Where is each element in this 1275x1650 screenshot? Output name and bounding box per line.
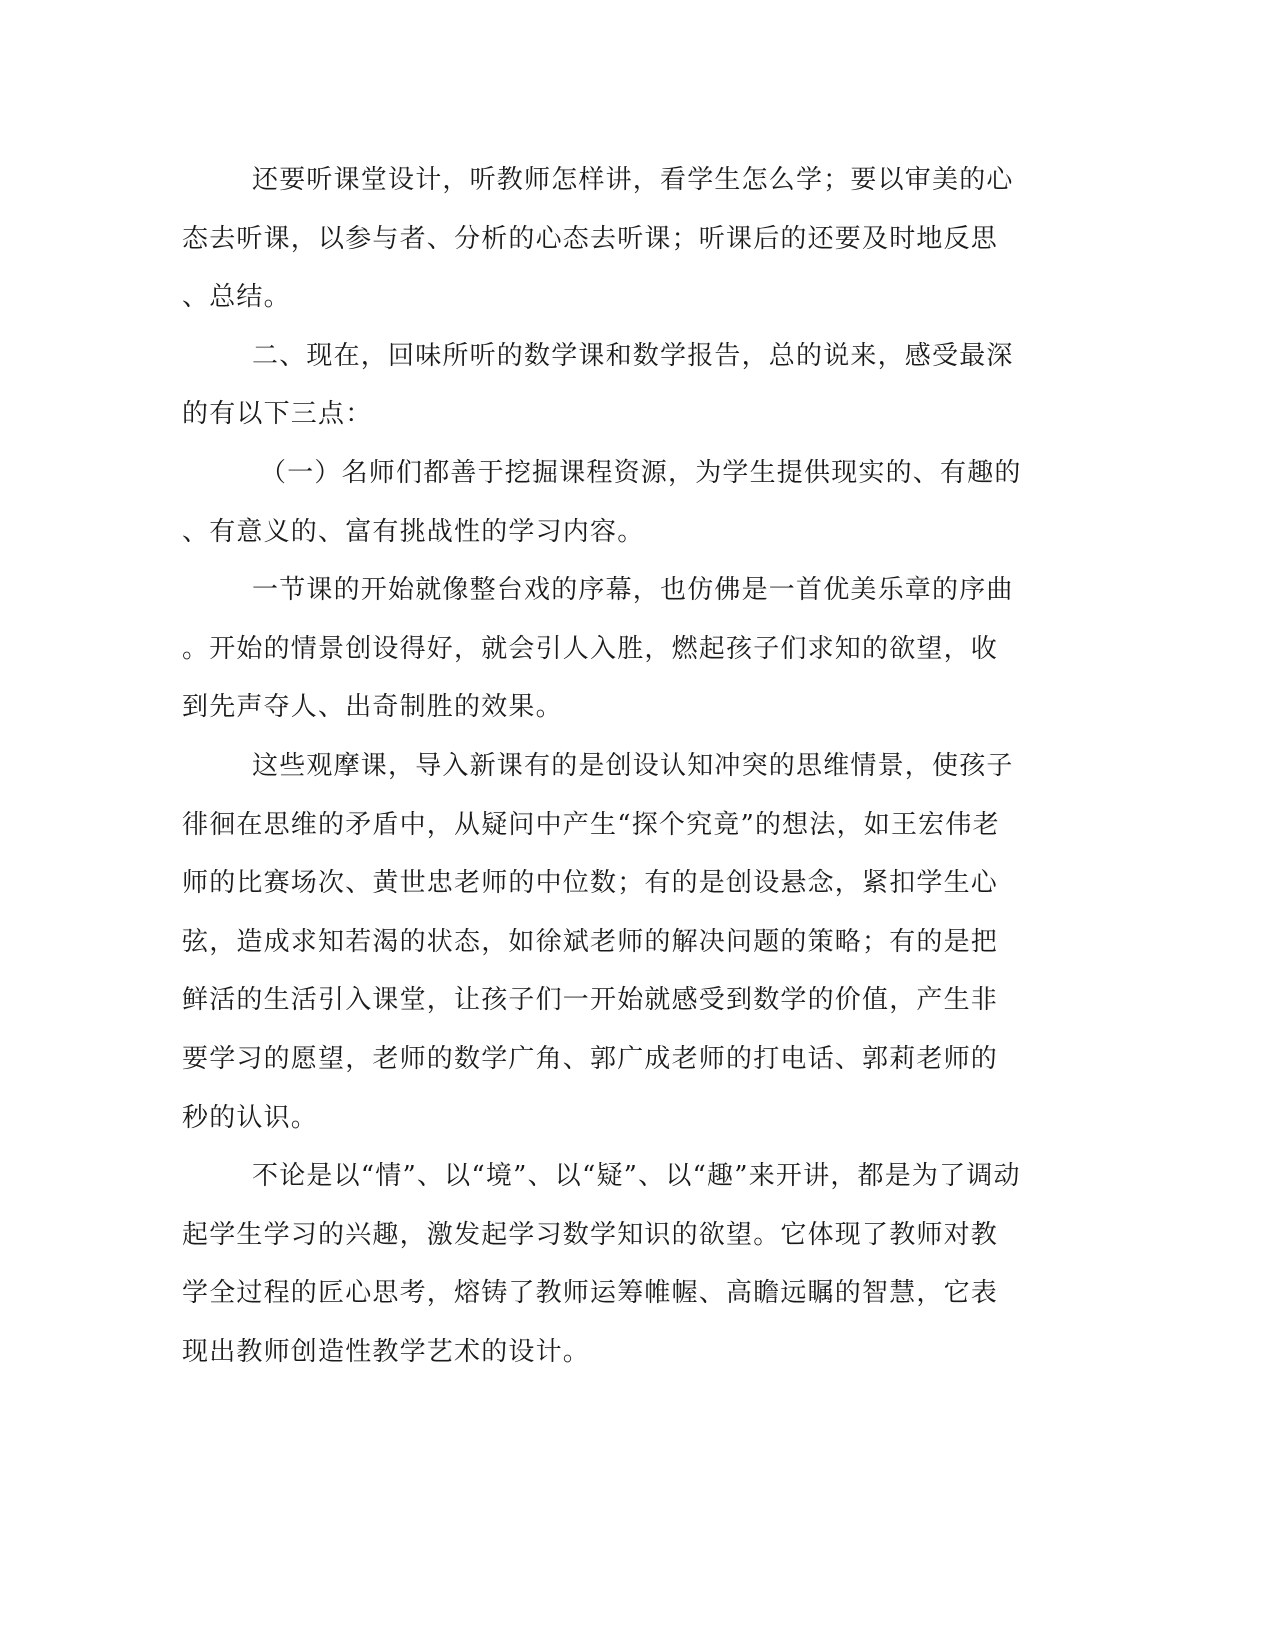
text-line: （一）名师们都善于挖掘课程资源，为学生提供现实的、有趣的 — [260, 457, 1022, 488]
text-line: 现出教师创造性教学艺术的设计。 — [182, 1336, 591, 1367]
text-line: 徘徊在思维的矛盾中，从疑问中产生“探个究竟”的想法，如王宏伟老 — [182, 809, 1000, 840]
text-line: 还要听课堂设计，听教师怎样讲，看学生怎么学；要以审美的心 — [252, 165, 1014, 195]
text-line: 师的比赛场次、黄世忠老师的中位数；有的是创设悬念，紧扣学生心 — [182, 868, 999, 899]
text-line: 一节课的开始就像整台戏的序幕，也仿佛是一首优美乐章的序曲 — [252, 575, 1014, 606]
text-line: 态去听课，以参与者、分析的心态去听课；听课后的还要及时地反思 — [182, 223, 999, 254]
text-line: 鲜活的生活引入课堂，让孩子们一开始就感受到数学的价值，产生非 — [182, 985, 999, 1016]
text-line: 、总结。 — [182, 282, 291, 313]
text-line: 弦，造成求知若渴的状态，如徐斌老师的解决问题的策略；有的是把 — [182, 926, 999, 957]
text-line: 、有意义的、富有挑战性的学习内容。 — [182, 516, 645, 547]
text-line: 学全过程的匠心思考，熔铸了教师运筹帷幄、高瞻远瞩的智慧，它表 — [182, 1278, 999, 1309]
text-line: 二、现在，回味所听的数学课和数学报告，总的说来，感受最深 — [252, 340, 1014, 371]
text-line: 。开始的情景创设得好，就会引人入胜，燃起孩子们求知的欲望，收 — [182, 633, 999, 664]
text-line: 要学习的愿望，老师的数学广角、郭广成老师的打电话、郭莉老师的 — [182, 1043, 999, 1074]
text-line: 这些观摩课，导入新课有的是创设认知冲突的思维情景，使孩子 — [252, 750, 1014, 781]
text-line: 不论是以“情”、以“境”、以“疑”、以“趣”来开讲，都是为了调动 — [252, 1161, 1021, 1192]
text-line: 的有以下三点： — [182, 399, 373, 430]
text-line: 秒的认识。 — [182, 1102, 319, 1133]
text-line: 到先声夺人、出奇制胜的效果。 — [182, 692, 563, 723]
text-line: 起学生学习的兴趣，激发起学习数学知识的欲望。它体现了教师对教 — [182, 1219, 999, 1250]
document-body — [182, 151, 1082, 1381]
